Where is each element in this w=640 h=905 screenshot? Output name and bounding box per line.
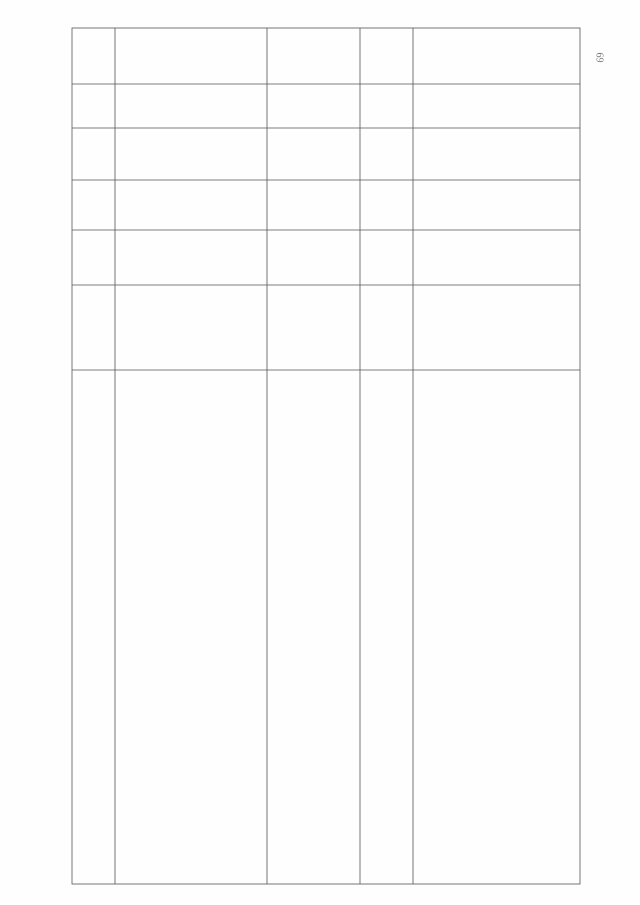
page-number: 69 [593, 52, 605, 63]
table-frame [72, 28, 580, 884]
